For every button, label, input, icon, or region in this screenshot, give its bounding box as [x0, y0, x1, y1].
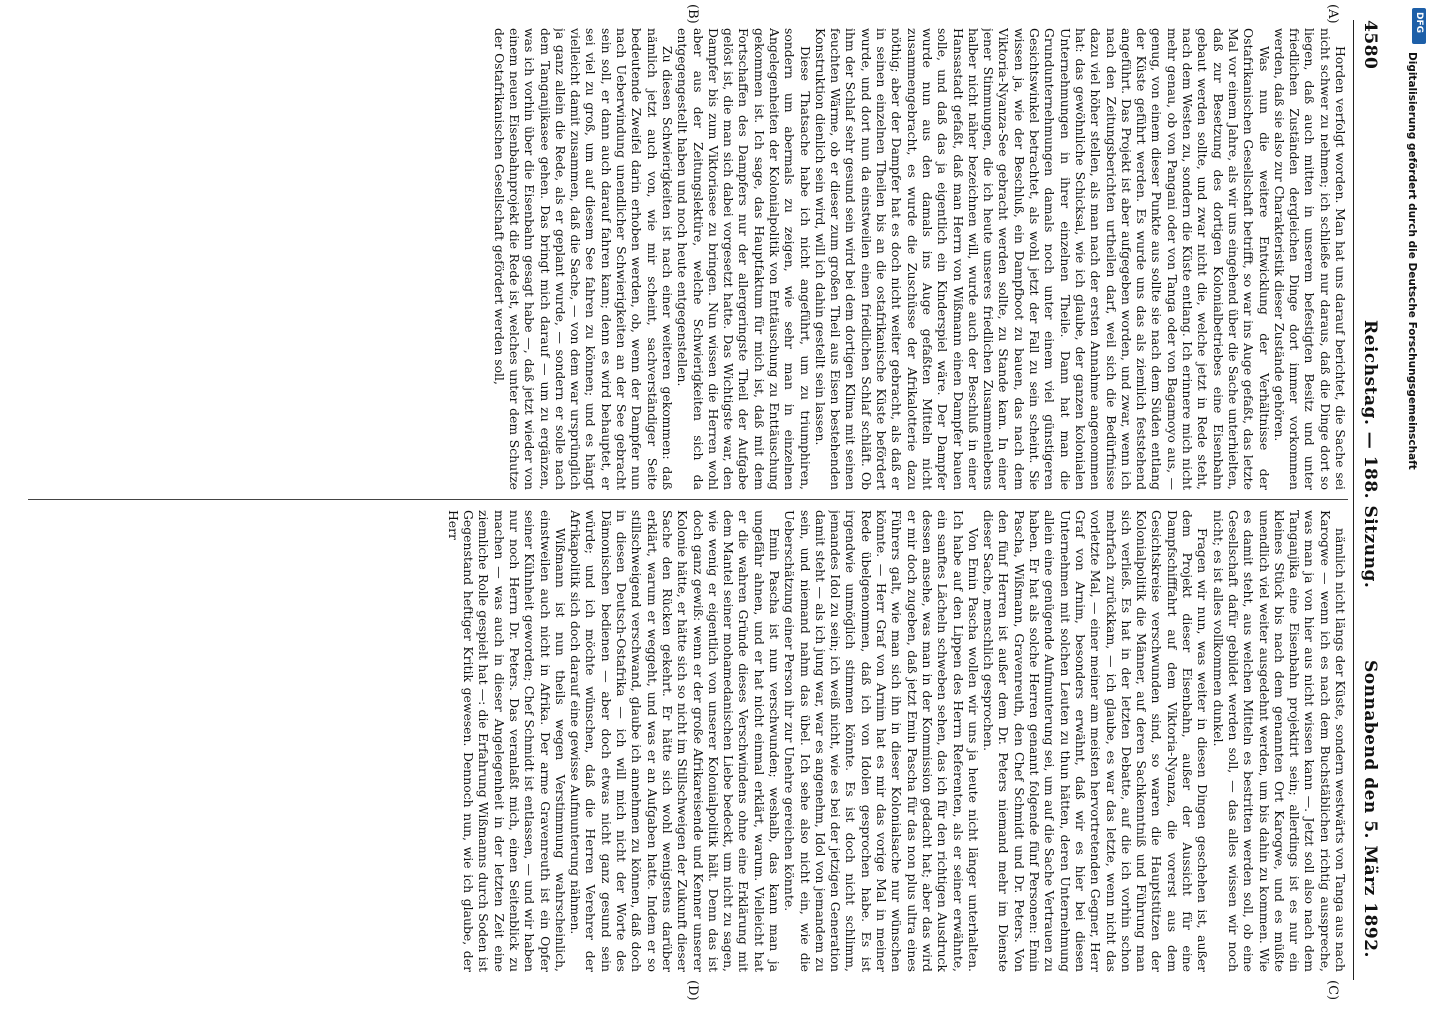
- paragraph: Was nun die weitere Entwicklung der Verhältnisse der Ostafrikanischen Gesellschaft betrifft, so war ins Auge gefaßt, das letzte Mal vor einem Jahre, als wir uns eingehend über die Sache unterhielten, daß zur Besetzung des dortigen Kolonialbetriebes eine Eisenbahn gebaut werden sollte, und zwar nicht die, welche jetzt in Rede steht, nach dem Westen zu, sondern die Küste entlang. Ich erinnere mich nicht mehr genau, ob von Pangani oder von Tanga oder von Bagamoyo aus, — genug, von einem dieser Punkte aus sollte sie nach dem Süden entlang der Küste geführt werden. Es wurde uns das als ziemlich feststehend angeführt. Das Projekt ist aber aufgegeben worden, und zwar, wenn ich nach den Zeitungsberichten urtheilen darf, weil sich die Bedürfnisse dazu viel höher stellen, als man nach der ersten Annahme angenommen hat: das gewöhnliche Schicksal, wie ich glaube, der ganzen kolonialen Unternehmungen in ihrer einzelnen Theile. Dann hat man die Grundunternehmungen damals noch unter einem viel günstigeren Gesichtswinkel betrachtet, als wohl jetzt der Fall zu sein scheint. Sie wissen ja, wie der Beschluß, ein Dampfboot zu bauen, das nach dem Viktoria-Nyanza-See gebracht werden sollte, zu Stande kam. In einer jener Stimmungen, die ich heute unseres friedlichen Zusammenlebens halber nicht näher bezeichnen will, wurde auch der Beschluß in einer Hansastadt gefaßt, daß man Herrn von Wißmann einen Dampfer bauen solle, und daß das ja eigentlich ein Kinderspiel wäre. Der Dampfer wurde nun aus den damals ins Auge gefaßten Mitteln nicht zusammengebracht, es wurde die Zuschüsse der Afrikalotterie dazu nöthig; aber der Dampfer hat es doch nicht weiter gebracht, als daß er in seinen einzelnen Theilen bis an die ostafrikanische Küste befördert wurde, und dort nun da einstweilen einen friedlichen Schlaf schläft. Ob ihm der Schlaf sehr gesund sein wird bei dem dortigen Klima mit seinen feuchten Wärme, ob er dieser zum großen Theil aus Eisen bestehenden Konstruktion dienlich sein wird, will ich dahin gestellt sein lassen.: [812, 28, 1272, 490]
- left-text-column: [18, 28, 1348, 490]
- paragraph: Diese Thatsache habe ich nicht angeführt, um zu triumphiren, sondern um abermals zu zeigen, wie sehr man in einzelnen Angelegenheiten der Kolonialpolitik von Enttäuschung zu Enttäuschung gekommen ist. Ich sage, das Hauptfaktum für mich ist, daß mit dem Fortschaffen des Dampfers nur der allergeringste Theil der Aufgabe gelöst ist, die man sich dabei vorgesetzt hatte. Das Wichtigste war, den Dampfer bis zum Viktoriasee zu bringen. Nun wissen die Herren wohl aber aus der Zeitungslektüre, welche Schwierigkeiten sich da entgegengestellt haben und noch heute entgegenstellen.: [675, 28, 813, 490]
- margin-marker-d: (D): [685, 980, 700, 1001]
- paragraph: Fragen wir nun, was weiter in diesen Dingen geschehen ist, außer dem Projekt dieser Eisenbahn, außer der Aussicht für eine Dampfschifffahrt auf dem Viktoria-Nyanza, die vorerst aus dem Gesichtskreise verschwunden sind, so waren die Hauptstützen der Kolonialpolitik die Männer, auf deren Sachkenntniß und Führung man sich verließ. Es hat in der letzten Debatte, auf die ich vorhin schon mehrfach zurückkam, — ich glaube, es war das letzte, wenn nicht das vorletzte Mal, — einer meiner am meisten hervortretenden Gegner, Herr Graf von Arnim, besonders erwähnt, daß wir es hier bei diesen Unternehmen mit solchen Leuten zu thun hätten, deren Unternehmung allein eine genügende Aufmunterung sei, um auf die Sache Vertrauen zu haben. Er hat als solche Herren genannt folgende fünf Personen: Emin Pascha, Wißmann, Gravenreuth, den Chef Schmidt und Dr. Peters. Von den fünf Herren ist außer dem Dr. Peters niemand mehr im Dienste dieser Sache, menschlich gesprochen.: [981, 510, 1211, 972]
- margin-marker-c: (C): [1325, 980, 1340, 1001]
- paragraph: nämlich nicht längs der Küste, sondern westwärts von Tanga aus nach Karogwe — wenn ich es nach dem Buchstäblichen richtig ausspreche, was man ja von hier aus nicht wissen kann —. Jetzt soll also nach dem Tanganjika eine Eisenbahn projektirt sein; allerdings ist es nur ein kleines Stück bis nach dem genannten Ort Karogwe, und es müßte unendlich viel weiter ausgedehnt werden, um bis dahin zu kommen. Wie es damit steht, aus welchen Mitteln es bestritten werden soll, ob eine Gesellschaft dafür gebildet werden soll, — das alles wissen wir noch nicht; es ist alles vollkommen dunkel.: [1210, 510, 1348, 972]
- session-title: Reichstag. — 188. Sitzung.: [1360, 320, 1380, 589]
- page-number: 4580: [1360, 20, 1380, 70]
- page-header: [1353, 20, 1388, 980]
- paragraph: Wißmann ist nun theils wegen Verstimmung wahrscheinlich, einstweilen auch nicht in Afrika. Der arme Gravenreuth ist ein Opfer seiner Kühnheit geworden; Chef Schmidt ist entlassen, — und wir haben nur noch Herrn Dr. Peters. Das veranlaßt mich, einen Seitenblick zu machen — was auch in dieser Angelegenheit in der letzten Zeit eine ziemliche Rolle gespielt hat —: die Erfahrung Wißmanns durch Soden ist Gegenstand heftiger Kritik gewesen. Dennoch nun, wie ich glaube, der Herr: [445, 510, 568, 972]
- session-date: Sonnabend den 5. März 1892.: [1360, 660, 1380, 958]
- dfg-logo: [1412, 8, 1426, 44]
- digitization-note: [1400, 52, 1424, 1032]
- right-text-column: [18, 510, 1348, 972]
- digitization-note-text: Digitalisierung gefördert durch die Deutsche Forschungsgemeinschaft: [1406, 52, 1418, 470]
- column-divider: [28, 499, 1348, 500]
- paragraph: Von Emin Pascha wollen wir uns ja heute nicht länger unterhalten. Ich habe auf den Lippen des Herrn Referenten, als er seiner erwähnte, ein sanftes Lächeln schweben sehen, das ich für den richtigen Ausdruck dessen ansehe, was man in der Kommission gedacht hat; aber das wird er mir doch zugeben, daß jetzt Emin Pascha für das non plus ultra eines Führers galt, wie man sich ihn in dieser Kolonialsache nur wünschen könnte. — Herr Graf von Arnim hat es mir das vorige Mal in meiner Rede übelgenommen, daß ich von Idolen gesprochen habe. Es ist irgendwie unmöglich stimmen könnte. Es ist doch nicht schlimm, jemandes Idol zu sein; ich weiß nicht, wie es bei der jetzigen Generation damit steht — als ich jung war, war es angenehm, Idol von jemandem zu sein, und niemand nahm das übel. Ich sehe also nicht ein, wie die Ueberschätzung einer Person ihr zur Unehre gereichen könnte.: [782, 510, 981, 972]
- paragraph: Emin Pascha ist nun verschwunden; weshalb, das kann man ja ungefähr ahnen, und er hat nicht einmal erklärt, warum. Vielleicht hat er die wahren Gründe dieses Verschwindens ohne eine Erklärung mit dem Mantel seiner mohamedanischen Liebe bedeckt, um nicht zu sagen, wie wenig er eigentlich von unserer Kolonialpolitik hält. Denn das ist doch ganz gewiß: wenn er der große Afrikareisende und Kenner unserer Kolonie hätte, er hätte sich so nicht im Stillschweigen der Zukunft dieser Sache den Rücken gekehrt. Er hätte sich wohl wenigstens darüber erklärt, warum er weggeht, und was er an Aufgaben hatte. Indem er so stillschweigend verschwand, glaube ich annehmen zu können, daß doch in diesen Deutsch-Ostafrika — ich will mich nicht der Worte des Dämonischen bedienen — aber doch etwas nicht ganz gesund sein würde; und ich möchte wünschen, daß die Herren Verehrer der Afrikapolitik sich doch darauf eine gewisse Aufmunterung nähmen.: [568, 510, 783, 972]
- paragraph: Horden verfolgt worden. Man hat uns darauf berichtet, die Sache sei nicht schwer zu nehmen; ich schließe nur daraus, daß die Dinge dort so liegen, daß auch mitten in unserem befestigten Besitz und unter friedlichen Zuständen dergleichen Dinge dort immer vorkommen werden, daß sie also zur Charakteristik dieser Zustände gehören.: [1271, 28, 1348, 490]
- dfg-logo-text: DFG: [1414, 12, 1424, 34]
- margin-marker-b: (B): [685, 4, 700, 24]
- paragraph: Zu diesen Schwierigkeiten ist nach einer weiteren gekommen: daß nämlich jetzt auch von, wie mir scheint, sachverständiger Seite bedeutende Zweifel darin erhoben werden, ob, wenn der Dampfer nun nach Ueberwindung unendlicher Schwierigkeiten an der See gebracht sein soll, er dann auch darauf fahren kann; denn es wird behauptet, er sei viel zu groß, um auf diesem See fahren zu können; und es hängt vielleicht damit zusammen, daß die Sache, — von dem war ursprünglich ja ganz allein die Rede, als er geplant wurde, — sondern er solle nach dem Tanganjikasee gehen. Das bringt mich darauf — um zu ergänzen, was ich vorhin über die Eisenbahn gesagt habe —, daß jetzt wieder von einem neuen Eisenbahnprojekt die Rede ist, welches unter dem Schutze der Ostafrikanischen Gesellschaft gefördert werden soll,: [491, 28, 675, 490]
- margin-marker-a: (A): [1325, 4, 1340, 24]
